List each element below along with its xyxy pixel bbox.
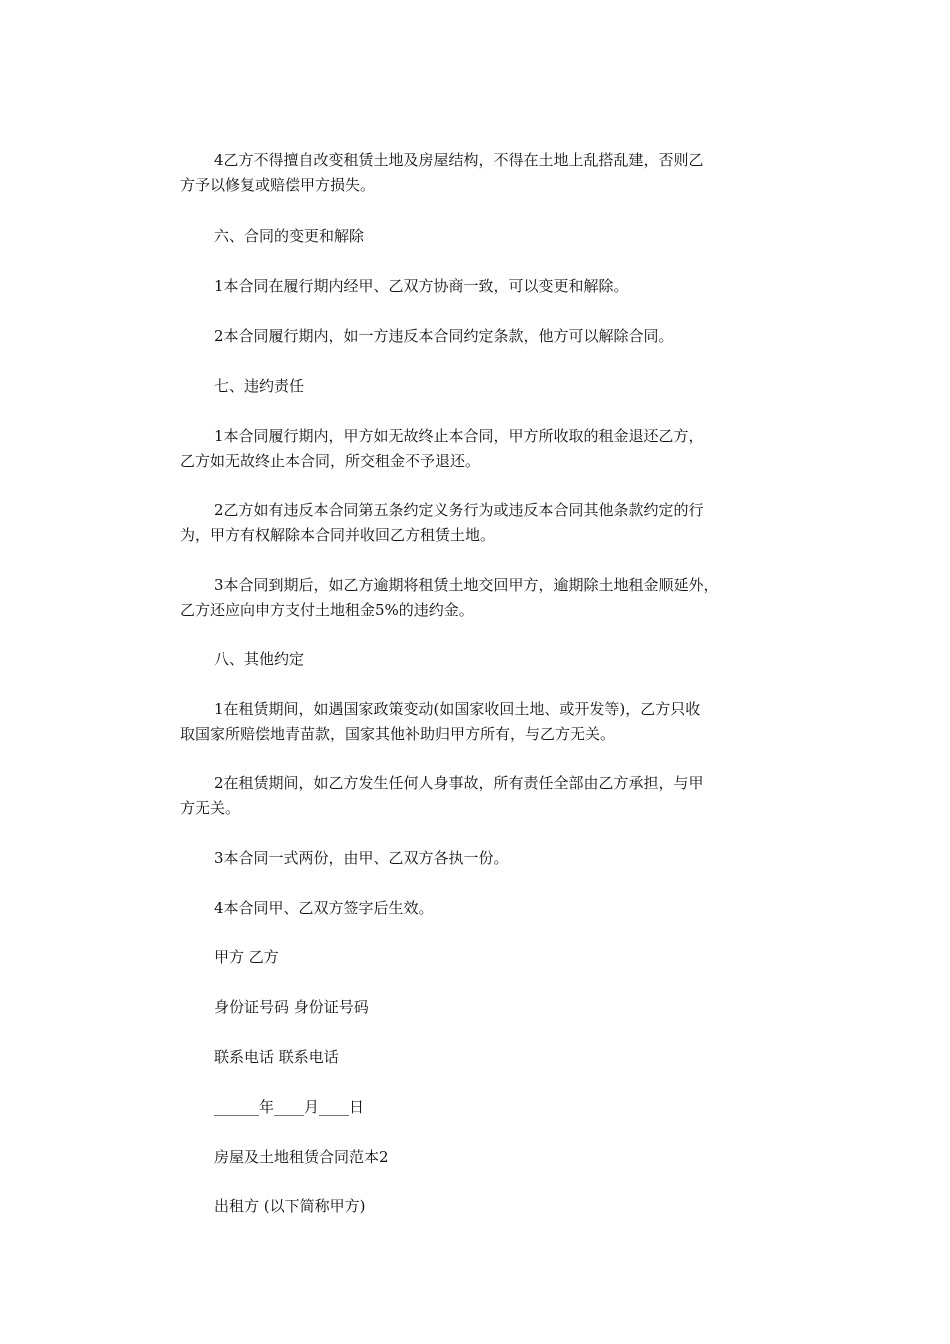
lessor-line — [180, 1194, 780, 1219]
clause-9-4 — [180, 896, 780, 921]
phone-row — [180, 1045, 780, 1070]
text-line: 3本合同到期后，如乙方逾期将租赁土地交回甲方，逾期除土地租金顺延外， — [214, 576, 719, 594]
clause-8-2 — [180, 498, 780, 548]
text-line: 2乙方如有违反本合同第五条约定义务行为或违反本合同其他条款约定的行 — [214, 501, 704, 519]
text-line: 身份证号码 身份证号码 — [214, 998, 369, 1016]
text-line: 4本合同甲、乙双方签字后生效。 — [214, 899, 434, 917]
text-line: 取国家所赔偿地青苗款，国家其他补助归甲方所有，与乙方无关。 — [180, 725, 616, 743]
clause-8-1 — [180, 424, 780, 474]
text-line: 4乙方不得擅自改变租赁土地及房屋结构，不得在土地上乱搭乱建，否则乙 — [214, 151, 704, 169]
clause-8-3 — [180, 573, 780, 623]
clause-9-3 — [180, 846, 780, 871]
text-line: 1本合同在履行期内经甲、乙双方协商一致，可以变更和解除。 — [214, 277, 629, 295]
clause-9-2 — [180, 771, 780, 821]
clause-7-1 — [180, 274, 780, 299]
text-line: ______年____月____日 — [214, 1098, 365, 1116]
contract-title-2 — [180, 1145, 780, 1170]
text-line: 2在租赁期间，如乙方发生任何人身事故，所有责任全部由乙方承担，与甲 — [214, 774, 704, 792]
text-line: 联系电话 联系电话 — [214, 1048, 339, 1066]
text-line: 3本合同一式两份，由甲、乙双方各执一份。 — [214, 849, 509, 867]
text-line: 1在租赁期间，如遇国家政策变动(如国家收回土地、或开发等)，乙方只收 — [214, 700, 701, 718]
section-heading-7 — [180, 374, 780, 399]
date-row — [180, 1095, 780, 1120]
text-line: 甲方 乙方 — [214, 948, 279, 966]
clause-9-1 — [180, 697, 780, 747]
section-title: 八、其他约定 — [214, 650, 305, 668]
text-line: 方予以修复或赔偿甲方损失。 — [180, 176, 376, 194]
section-title: 六、合同的变更和解除 — [214, 227, 365, 245]
text-line: 1本合同履行期内，甲方如无故终止本合同，甲方所收取的租金退还乙方， — [214, 427, 704, 445]
clause-7-2 — [180, 324, 780, 349]
section-heading-8 — [180, 647, 780, 672]
section-heading-6 — [180, 224, 780, 249]
signature-parties — [180, 945, 780, 970]
id-number-row — [180, 995, 780, 1020]
clause-6-4 — [180, 148, 780, 198]
section-title: 七、违约责任 — [214, 377, 305, 395]
text-line: 2本合同履行期内，如一方违反本合同约定条款，他方可以解除合同。 — [214, 327, 674, 345]
text-line: 乙方如无故终止本合同，所交租金不予退还。 — [180, 452, 481, 470]
text-line: 乙方还应向申方支付土地租金5%的违约金。 — [180, 601, 474, 619]
text-line: 为，甲方有权解除本合同并收回乙方租赁土地。 — [180, 526, 496, 544]
text-line: 出租方 (以下简称甲方) — [214, 1197, 366, 1215]
text-line: 方无关。 — [180, 799, 241, 817]
text-line: 房屋及土地租赁合同范本2 — [214, 1148, 389, 1166]
